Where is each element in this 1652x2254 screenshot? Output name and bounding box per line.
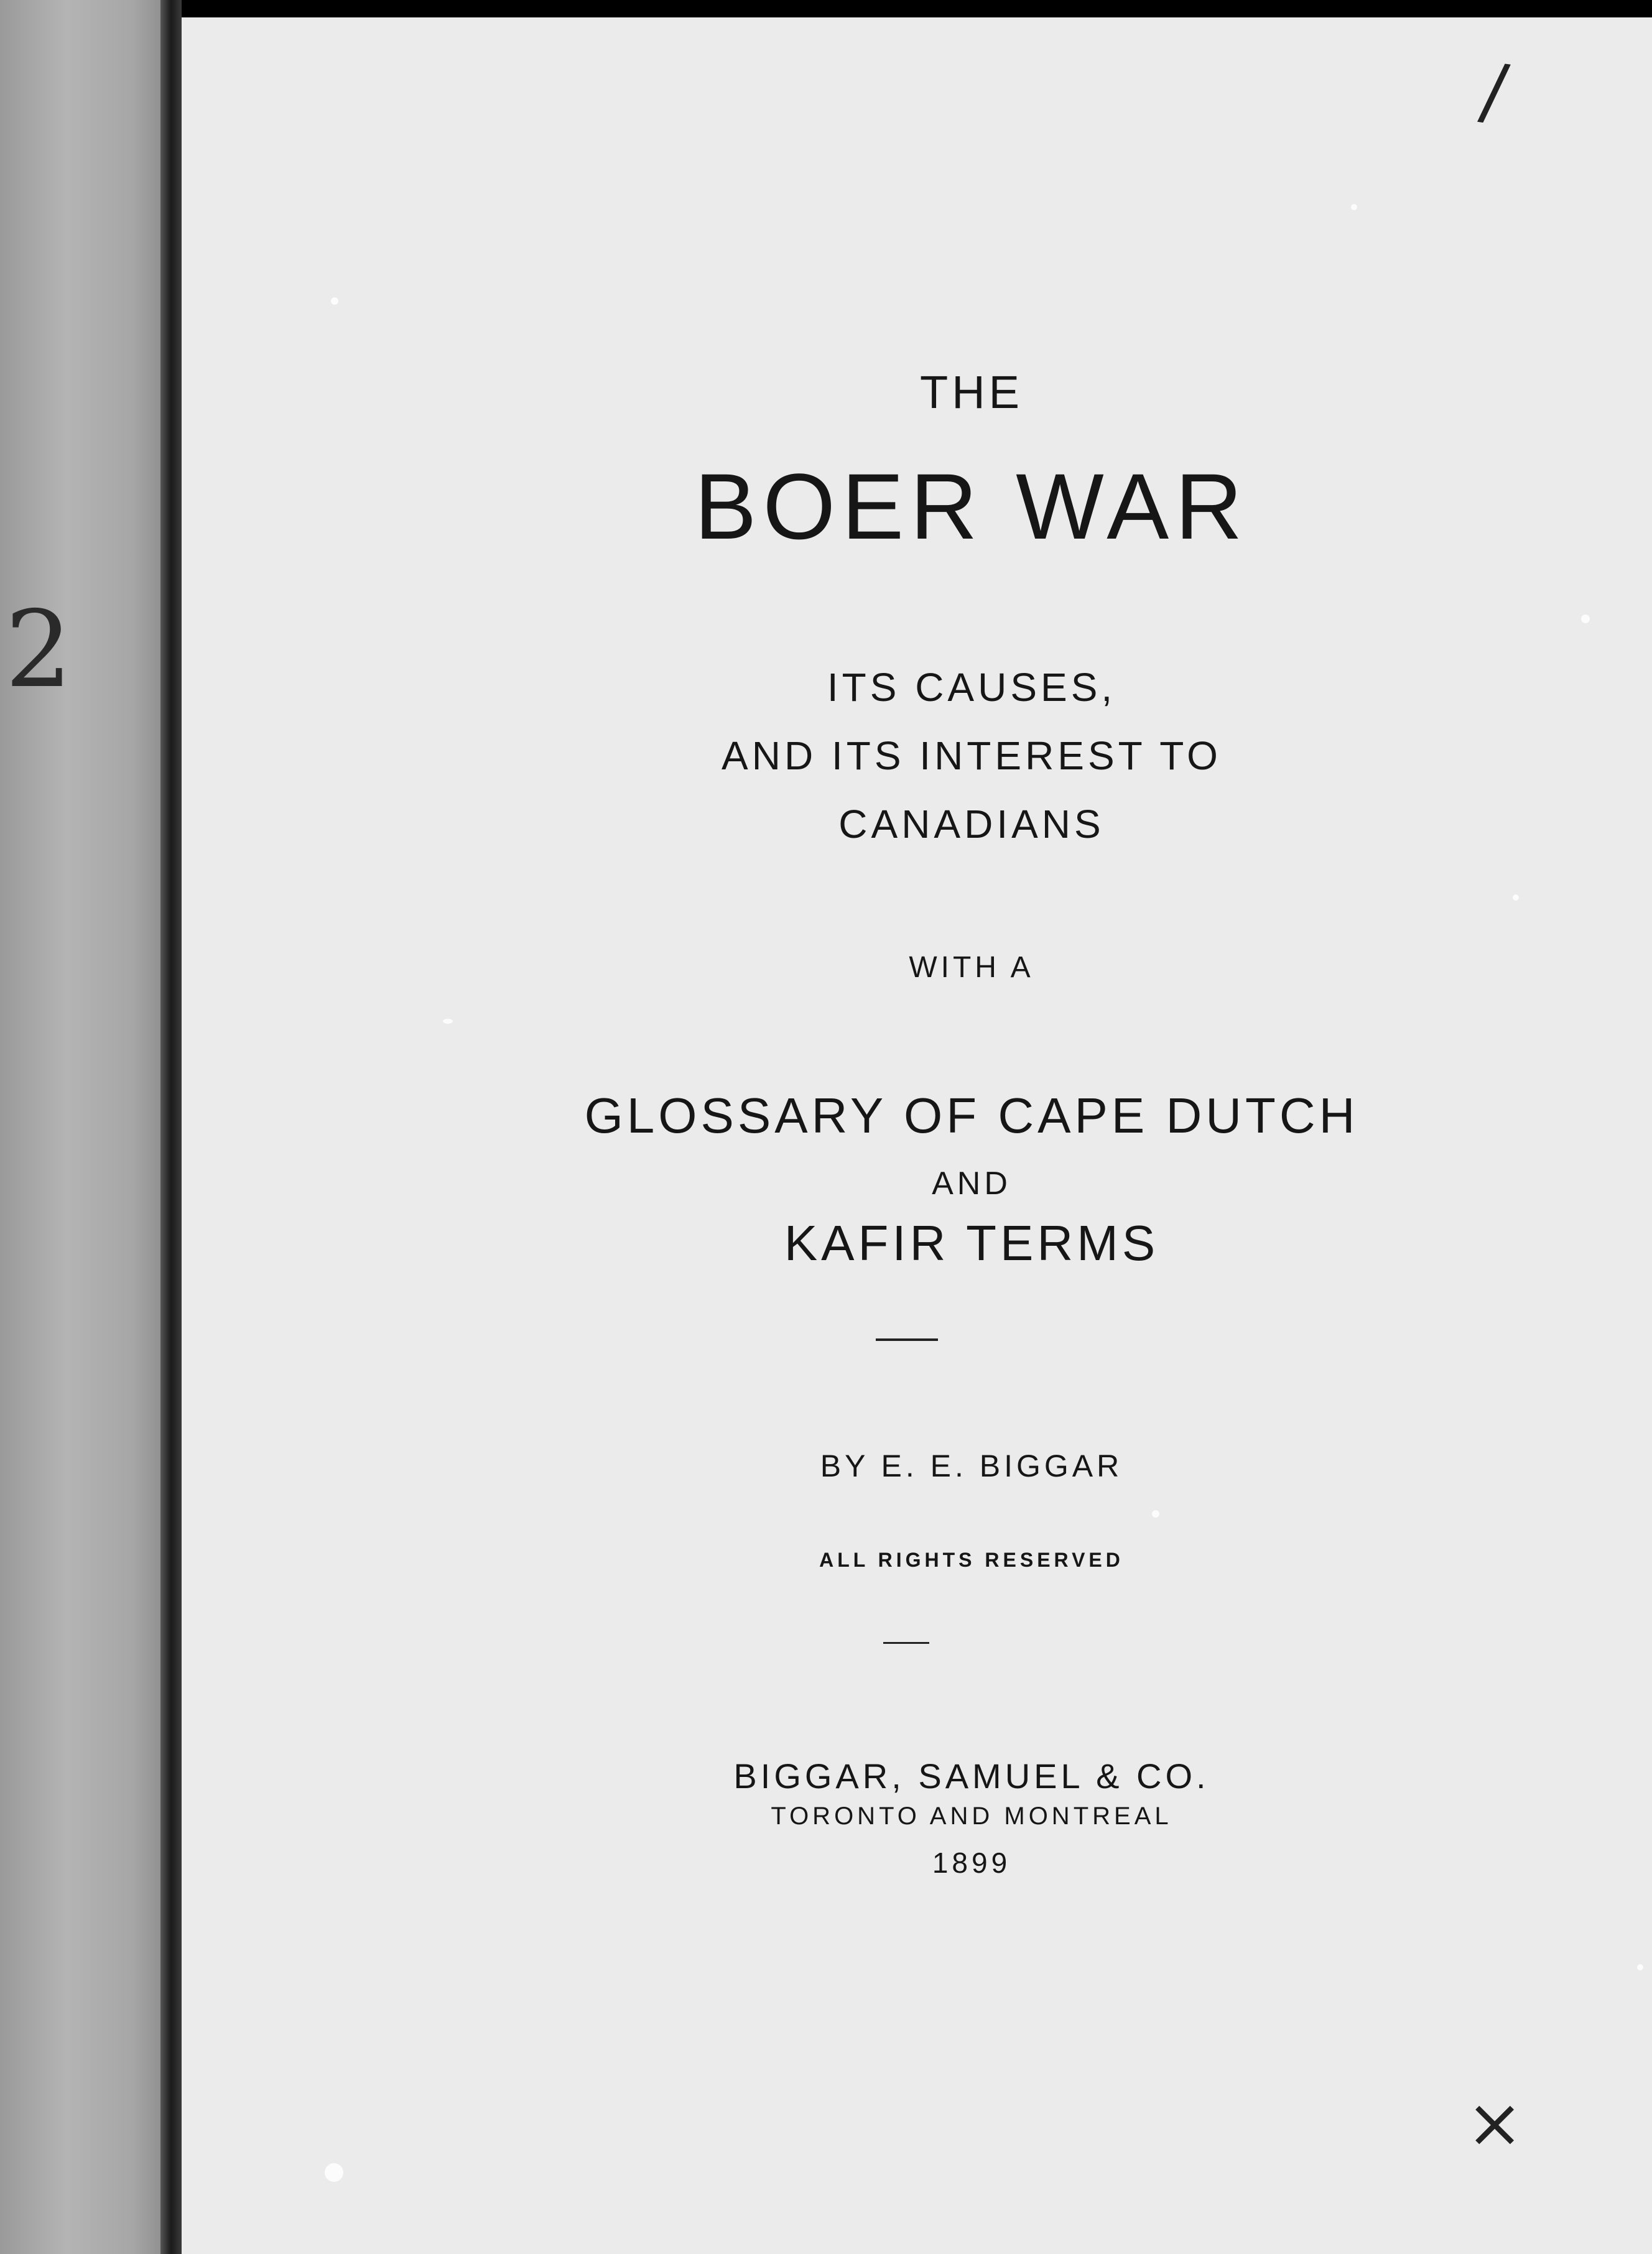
with-a-line: WITH A bbox=[909, 951, 1034, 984]
scan-speck bbox=[1581, 615, 1590, 623]
subtitle-line-1: ITS CAUSES, bbox=[827, 665, 1116, 710]
glossary-line-1: GLOSSARY OF CAPE DUTCH bbox=[584, 1088, 1359, 1143]
scan-speck bbox=[1513, 894, 1519, 901]
title-article: THE bbox=[920, 366, 1023, 418]
publisher-place: TORONTO AND MONTREAL bbox=[771, 1802, 1172, 1830]
scan-speck bbox=[443, 1019, 453, 1024]
spine-shadow bbox=[160, 0, 182, 2254]
author-byline: BY E. E. BIGGAR bbox=[820, 1449, 1123, 1483]
divider-rule-2 bbox=[883, 1642, 929, 1644]
scan-speck bbox=[1152, 1510, 1159, 1518]
publication-year: 1899 bbox=[932, 1847, 1011, 1879]
scan-speck bbox=[1637, 1964, 1643, 1970]
title-page bbox=[182, 17, 1652, 2254]
pencil-mark-bottom: × bbox=[1466, 2083, 1524, 2163]
publisher-name: BIGGAR, SAMUEL & CO. bbox=[733, 1756, 1210, 1796]
subtitle-line-3: CANADIANS bbox=[838, 802, 1105, 846]
pencil-mark-top: / bbox=[1475, 47, 1513, 137]
book-title: BOER WAR bbox=[694, 454, 1249, 559]
rights-notice: ALL RIGHTS RESERVED bbox=[819, 1549, 1124, 1571]
scan-speck bbox=[325, 2163, 343, 2182]
binding-handwritten-mark: 2 bbox=[5, 588, 73, 712]
glossary-and: AND bbox=[932, 1166, 1011, 1202]
scan-speck bbox=[1351, 204, 1357, 210]
book-binding bbox=[0, 0, 167, 2254]
glossary-line-2: KAFIR TERMS bbox=[784, 1215, 1159, 1271]
divider-rule-1 bbox=[876, 1338, 938, 1341]
scan-speck bbox=[331, 297, 338, 305]
subtitle-line-2: AND ITS INTEREST TO bbox=[722, 733, 1222, 778]
